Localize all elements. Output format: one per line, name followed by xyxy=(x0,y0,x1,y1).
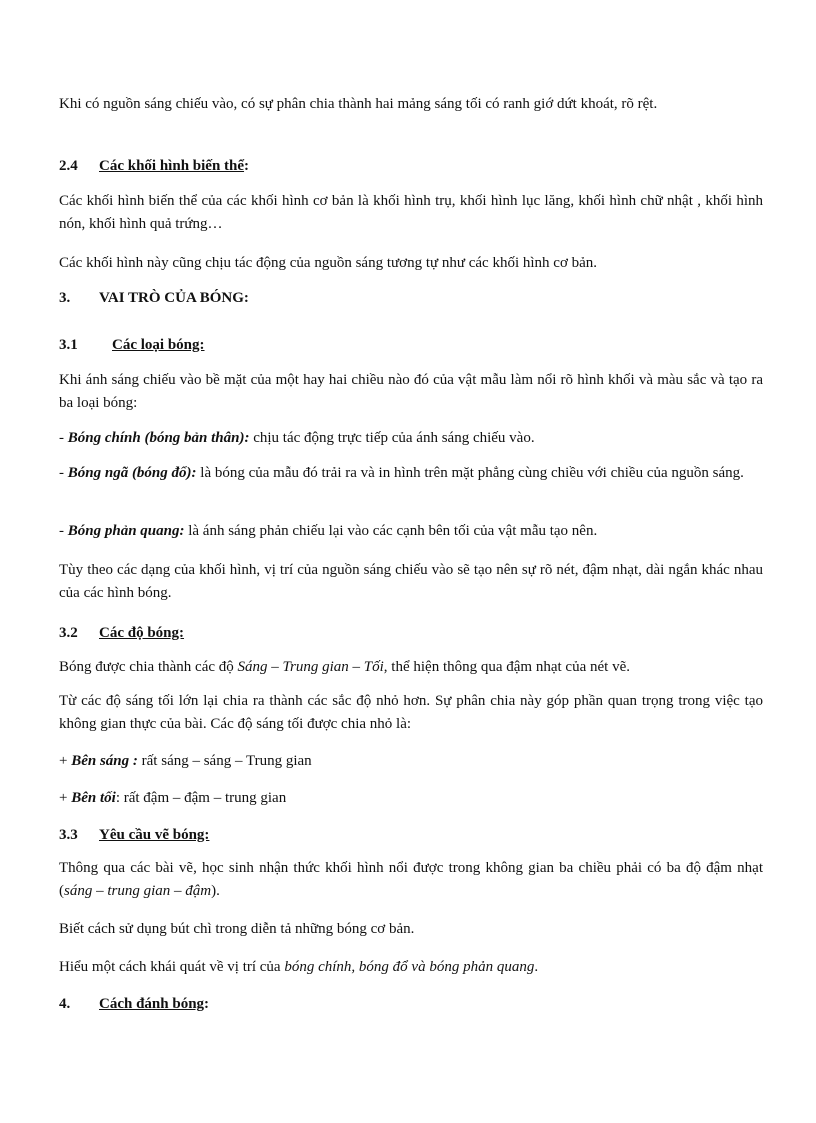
heading-title: Yêu cầu vẽ bóng: xyxy=(99,827,210,843)
bullet-reflected-shadow xyxy=(59,520,763,543)
heading-3-2 xyxy=(59,622,184,645)
heading-number: 3.2 xyxy=(59,625,78,641)
bullet-term: Bóng ngã (bóng đổ): xyxy=(67,465,197,481)
heading-title: Cách đánh bóng xyxy=(99,996,205,1012)
bullet-dash: - xyxy=(59,523,68,539)
bullet-text: chịu tác động trực tiếp của ánh sáng chiếu vào. xyxy=(249,430,535,446)
heading-title: Các khối hình biến thể xyxy=(99,158,245,174)
paragraph-shade-levels xyxy=(59,656,763,679)
heading-number: 3. xyxy=(59,290,71,306)
paragraph-awareness xyxy=(59,857,763,903)
heading-number: 3.3 xyxy=(59,827,78,843)
paragraph-variant-shapes: Các khối hình biến thể của các khối hình cơ bản là khối hình trụ, khối hình lục lăng, khối hình chữ nhật , khối hình nón, khối hình quả trứng… xyxy=(59,193,763,232)
heading-title: VAI TRÒ CỦA BÓNG: xyxy=(99,290,249,306)
heading-title: Các loại bóng: xyxy=(112,337,205,353)
heading-colon: : xyxy=(204,996,210,1012)
heading-number: 4. xyxy=(59,996,71,1012)
paragraph-variant-light: Các khối hình này cũng chịu tác động của nguồn sáng tương tự như các khối hình cơ bản. xyxy=(59,255,598,271)
paragraph-subdivision: Từ các độ sáng tối lớn lại chia ra thành các sắc độ nhỏ hơn. Sự phân chia này góp phần quan trọng trong việc tạo không gian thực của bài. Các độ sáng tối được chia nhỏ là: xyxy=(59,693,763,732)
text-run: Bóng được chia thành các độ xyxy=(59,659,238,675)
plus-marker: + xyxy=(59,790,72,806)
heading-colon: : xyxy=(244,158,250,174)
paragraph-understanding xyxy=(59,956,763,979)
plus-text: rất sáng – sáng – Trung gian xyxy=(137,753,312,769)
heading-3-1 xyxy=(59,334,205,357)
bullet-text: là bóng của mẫu đó trải ra và in hình trên mặt phẳng cùng chiều với chiều của nguồn sáng. xyxy=(196,465,744,481)
heading-title: Các độ bóng: xyxy=(99,625,185,641)
heading-3-3 xyxy=(59,824,209,847)
italic-run: sáng – trung gian – đậm xyxy=(64,883,212,899)
plus-item-light-side xyxy=(59,750,763,773)
paragraph-shape-variation: Tùy theo các dạng của khối hình, vị trí của nguồn sáng chiếu vào sẽ tạo nên sự rõ nét, đậm nhạt, dài ngắn khác nhau của các hình bóng. xyxy=(59,562,763,601)
paragraph-shadow-types: Khi ánh sáng chiếu vào bề mặt của một hay hai chiều nào đó của vật mẫu làm nổi rõ hình khối và màu sắc và tạo ra ba loại bóng: xyxy=(59,372,763,411)
bullet-cast-shadow xyxy=(59,462,763,485)
italic-run: Sáng – Trung gian – Tối xyxy=(237,659,384,675)
paragraph-light-division: Khi có nguồn sáng chiếu vào, có sự phân chia thành hai mảng sáng tối có ranh giớ dứt khoát, rõ rệt. xyxy=(59,96,658,112)
text-run: . xyxy=(534,959,539,975)
plus-term: Bên sáng : xyxy=(71,753,138,769)
plus-term: Bên tối xyxy=(71,790,116,806)
bullet-term: Bóng chính (bóng bản thân): xyxy=(67,430,250,446)
italic-run: bóng chính, bóng đổ và bóng phản quang xyxy=(284,959,535,975)
heading-2-4 xyxy=(59,155,249,178)
bullet-dash: - xyxy=(59,465,68,481)
plus-text: : rất đậm – đậm – trung gian xyxy=(115,790,287,806)
paragraph-pencil-usage: Biết cách sử dụng bút chì trong diễn tả những bóng cơ bản. xyxy=(59,921,415,937)
text-run: , thể hiện thông qua đậm nhạt của nét vẽ. xyxy=(383,659,630,675)
bullet-term: Bóng phản quang: xyxy=(67,523,185,539)
text-run: Hiểu một cách khái quát về vị trí của xyxy=(59,959,285,975)
text-run: ). xyxy=(211,883,220,899)
heading-4 xyxy=(59,993,209,1016)
heading-number: 3.1 xyxy=(59,337,78,353)
plus-item-dark-side xyxy=(59,787,763,810)
bullet-text: là ánh sáng phản chiếu lại vào các cạnh bên tối của vật mẫu tạo nên. xyxy=(184,523,598,539)
plus-marker: + xyxy=(59,753,72,769)
bullet-dash: - xyxy=(59,430,68,446)
text-run: Thông qua các bài vẽ, học sinh nhận thức khối hình nổi được trong không gian ba chiều phải có ba độ đậm nhạt ( xyxy=(59,860,763,899)
bullet-main-shadow xyxy=(59,427,763,450)
heading-number: 2.4 xyxy=(59,158,78,174)
heading-3 xyxy=(59,287,249,310)
